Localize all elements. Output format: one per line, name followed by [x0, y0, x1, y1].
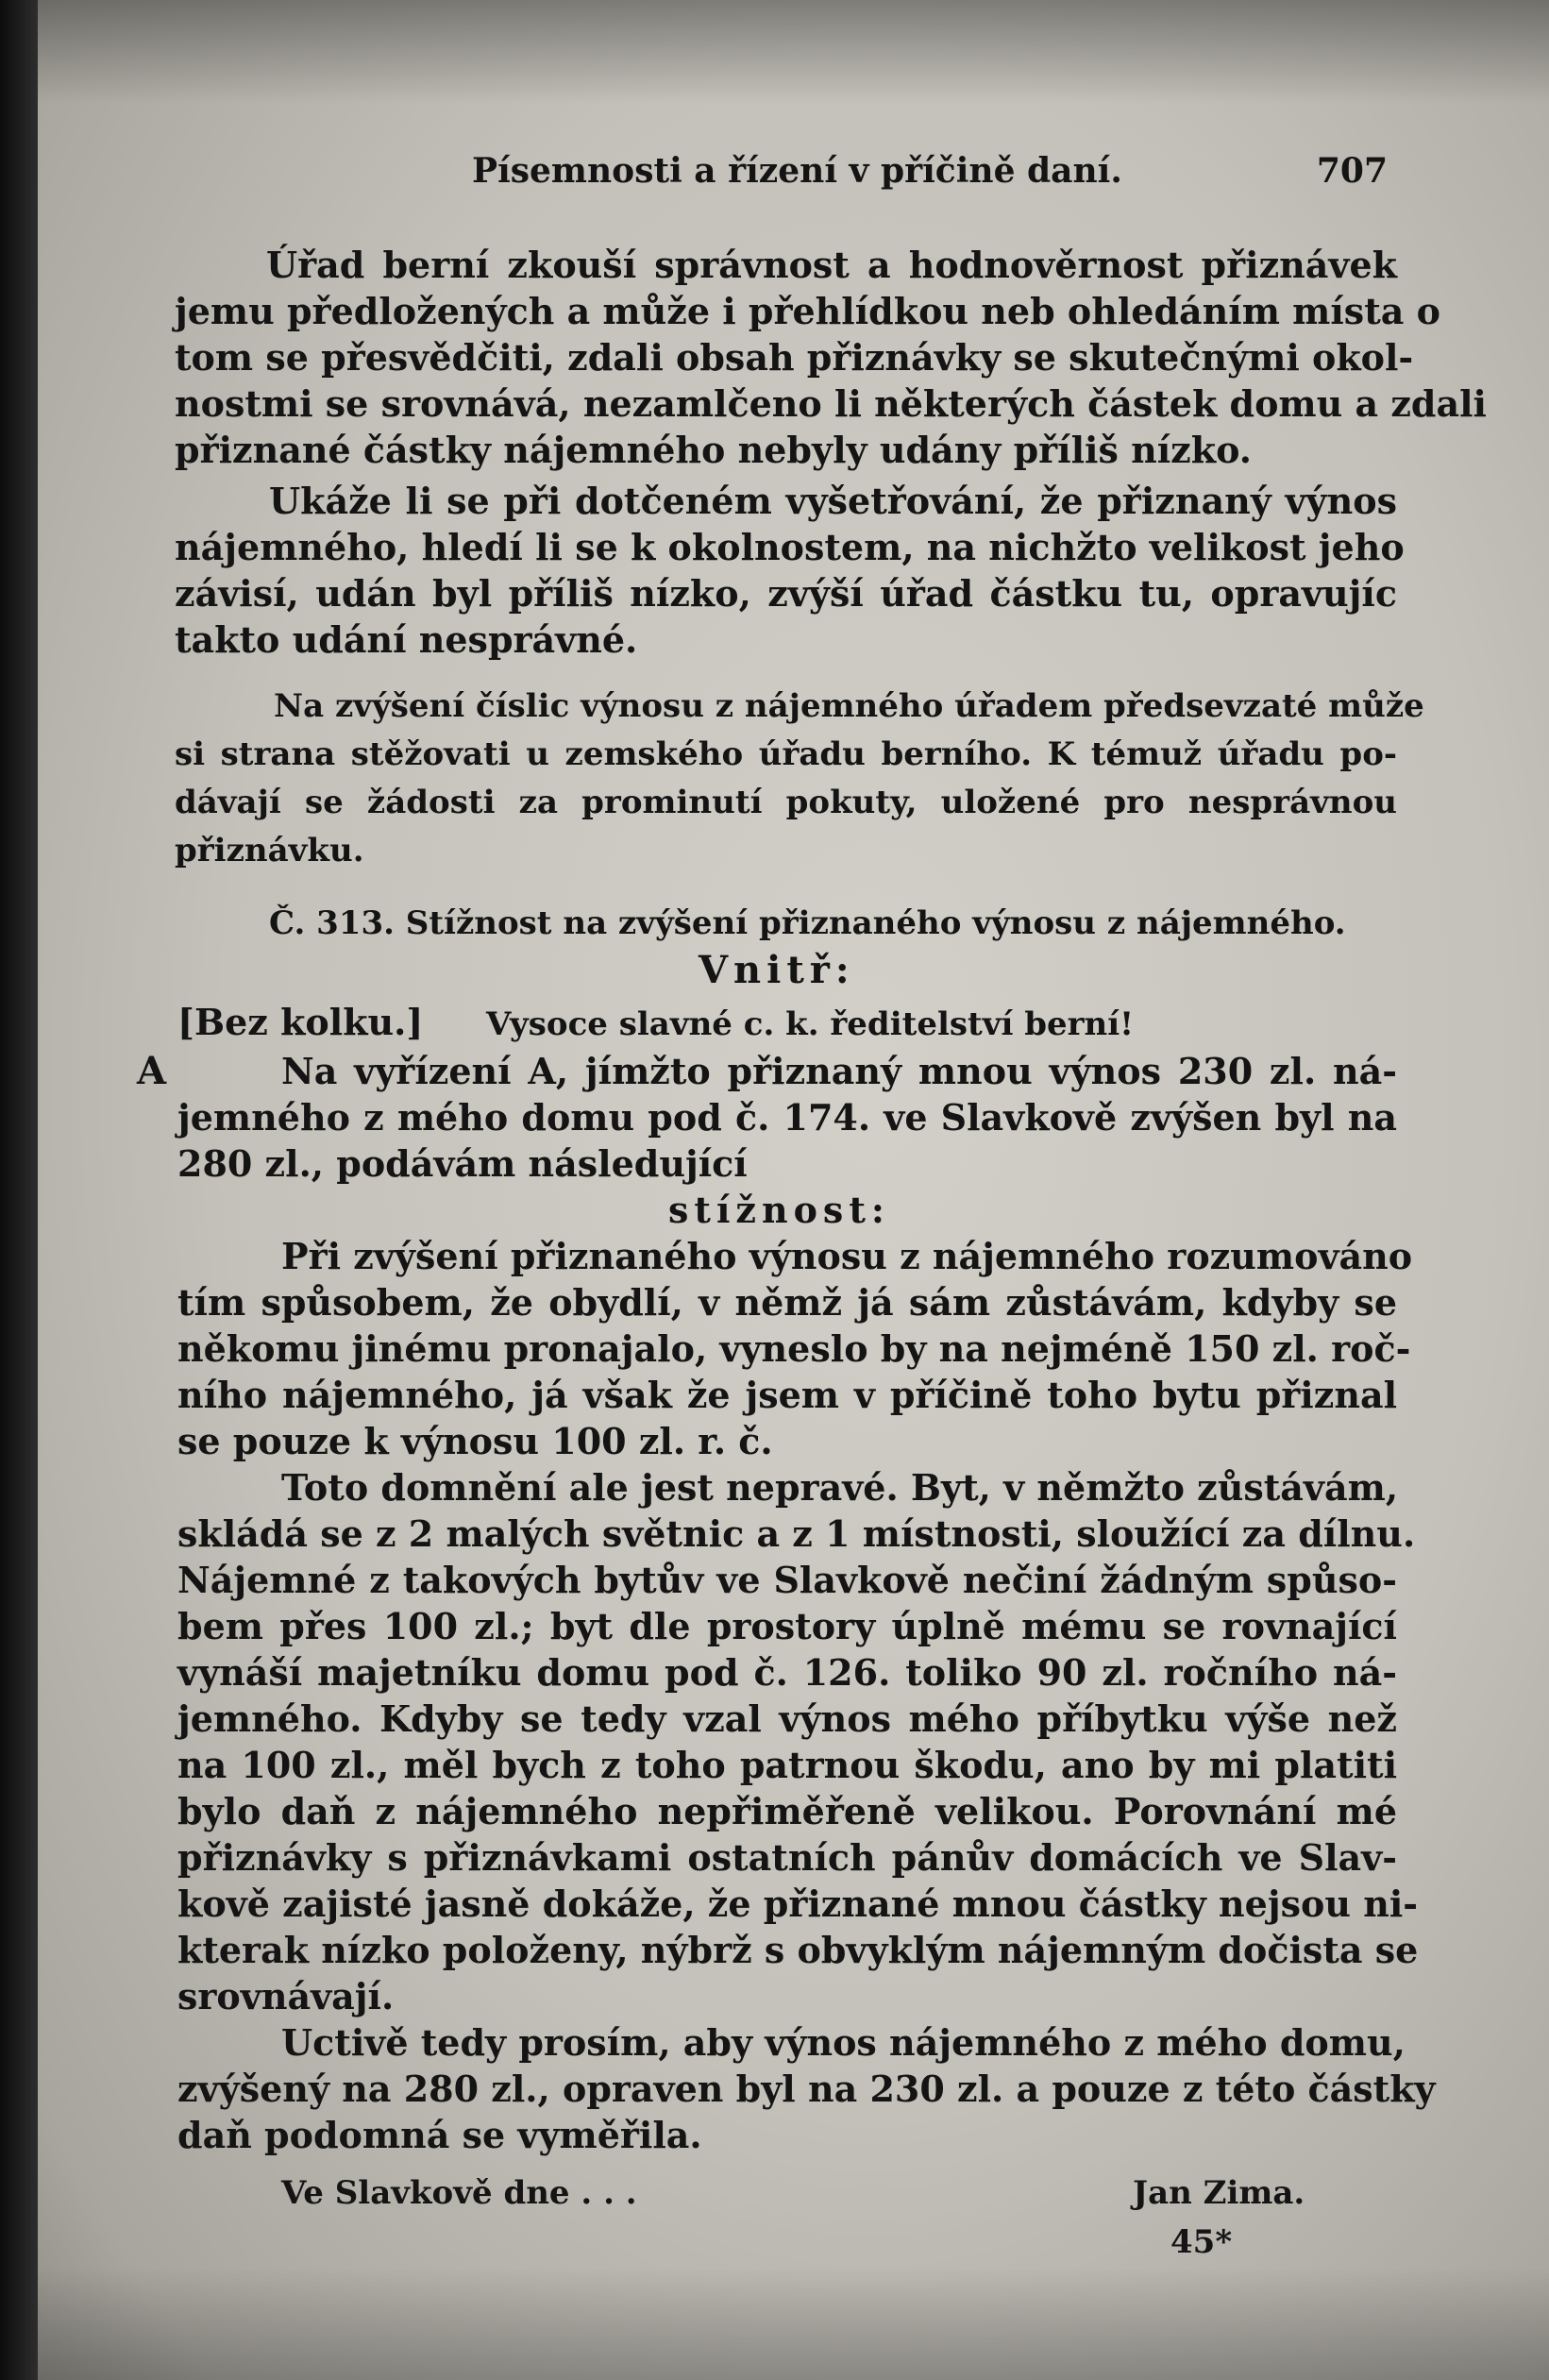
- text-line: 280 zl., podávám následující: [177, 1142, 748, 1185]
- text-line: tom se přesvědčiti, zdali obsah přiznávky se skutečnými okol-: [175, 336, 1414, 379]
- text-line: Na vyřízení A, jímžto přiznaný mnou výnos 230 zl. ná-: [281, 1050, 1397, 1092]
- text-line: přiznávky s přiznávkami ostatních pánův domácích ve Slav-: [177, 1836, 1397, 1879]
- text-line: kově zajisté jasně dokáže, že přiznané mnou částky nejsou ni-: [177, 1882, 1419, 1925]
- text-line: Ukáže li se při dotčeném vyšetřování, že přiznaný výnos: [269, 480, 1397, 522]
- place-and-date: Ve Slavkově dne . . .: [281, 2174, 637, 2212]
- text-line: jemu předložených a může i přehlídkou neb ohledáním místa o: [175, 290, 1440, 332]
- text-line: se pouze k výnosu 100 zl. r. č.: [177, 1420, 773, 1462]
- text-line: na 100 zl., měl bych z toho patrnou škodu, ano by mi platiti: [177, 1744, 1397, 1786]
- stamp-note: [Bez kolku.]: [177, 1001, 424, 1043]
- text-line: přiznané částky nájemného nebyly udány příliš nízko.: [175, 429, 1252, 471]
- page-number: 707: [1316, 151, 1388, 191]
- text-line: přiznávku.: [175, 832, 364, 869]
- complaint-label: stížnost:: [668, 1189, 890, 1231]
- text-line: vynáší majetníku domu pod č. 126. toliko 90 zl. ročního ná-: [177, 1651, 1397, 1694]
- text-line: takto udání nesprávné.: [175, 618, 638, 661]
- text-line: Na zvýšení číslic výnosu z nájemného úřadem předsevzaté může: [274, 687, 1424, 725]
- sheet-mark: 45*: [1170, 2223, 1233, 2261]
- text-line: dávají se žádosti za prominutí pokuty, uložené pro nesprávnou: [175, 784, 1397, 821]
- text-line: Při zvýšení přiznaného výnosu z nájemného rozumováno: [281, 1235, 1413, 1277]
- text-line: nájemného, hledí li se k okolnostem, na nichžto velikost jeho: [175, 526, 1405, 568]
- section-heading: Č. 313. Stížnost na zvýšení přiznaného výnosu z nájemného.: [269, 904, 1346, 942]
- text-line: zvýšený na 280 zl., opraven byl na 230 zl. a pouze z této částky: [177, 2068, 1436, 2110]
- text-line: skládá se z 2 malých světnic a z 1 místnosti, sloužící za dílnu.: [177, 1512, 1416, 1555]
- text-line: Uctivě tedy prosím, aby výnos nájemného z mého domu,: [281, 2021, 1406, 2064]
- addressee: Vysoce slavné c. k. ředitelství berní!: [486, 1005, 1135, 1043]
- book-page: [38, 0, 1549, 2380]
- text-line: daň podomná se vyměřila.: [177, 2114, 702, 2156]
- text-line: bylo daň z nájemného nepřiměřeně velikou. Porovnání mé: [177, 1790, 1397, 1832]
- signature: Jan Zima.: [1133, 2174, 1305, 2212]
- text-line: nostmi se srovnává, nezamlčeno li některých částek domu a zdali: [175, 382, 1487, 425]
- text-line: tím spůsobem, že obydlí, v němž já sám zůstávám, kdyby se: [177, 1281, 1397, 1324]
- text-line: jemného z mého domu pod č. 174. ve Slavkově zvýšen byl na: [177, 1096, 1397, 1139]
- text-line: Úřad berní zkouší správnost a hodnověrnost přiznávek: [266, 244, 1397, 286]
- vnitr-label: Vnitř:: [699, 948, 855, 992]
- text-line: si strana stěžovati u zemského úřadu berního. K témuž úřadu po-: [175, 735, 1397, 773]
- text-line: Toto domnění ale jest nepravé. Byt, v němžto zůstávám,: [281, 1466, 1399, 1509]
- text-line: srovnávají.: [177, 1975, 395, 2017]
- text-line: bem přes 100 zl.; byt dle prostory úplně mému se rovnající: [177, 1605, 1397, 1647]
- text-line: ního nájemného, já však že jsem v příčině toho bytu přiznal: [177, 1374, 1397, 1416]
- text-line: jemného. Kdyby se tedy vzal výnos mého příbytku výše než: [177, 1697, 1397, 1740]
- header-title: Písemnosti a řízení v příčině daní.: [472, 151, 1122, 191]
- margin-letter: A: [137, 1049, 167, 1093]
- text-line: Nájemné z takových bytův ve Slavkově nečiní žádným spůso-: [177, 1559, 1397, 1601]
- text-line: závisí, udán byl příliš nízko, zvýší úřad částku tu, opravujíc: [175, 572, 1397, 615]
- text-line: někomu jinému pronajalo, vyneslo by na nejméně 150 zl. roč-: [177, 1327, 1411, 1370]
- text-line: kterak nízko položeny, nýbrž s obvyklým nájemným dočista se: [177, 1929, 1419, 1971]
